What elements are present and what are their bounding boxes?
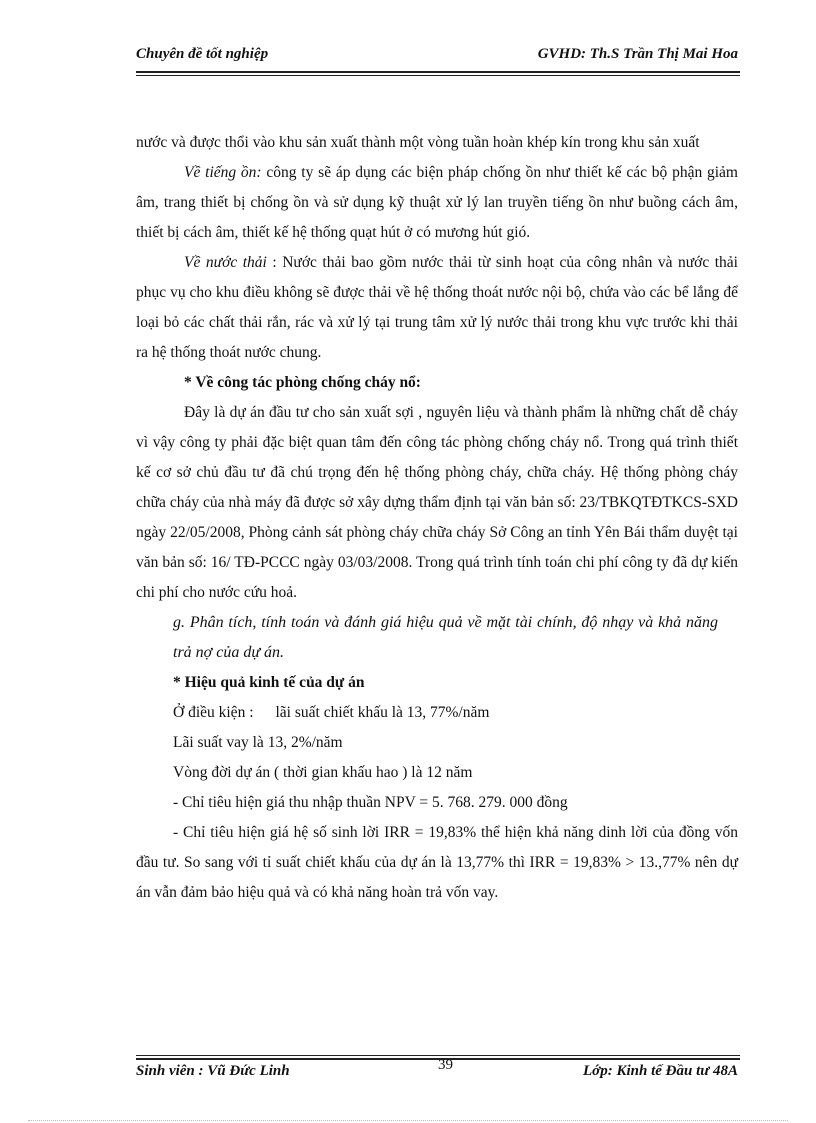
paragraph-air: nước và được thổi vào khu sản xuất thành một vòng tuần hoàn khép kín trong khu sản xuất [136,134,700,151]
header-right: GVHD: Th.S Trần Thị Mai Hoa [537,46,738,62]
header-left: Chuyên đề tốt nghiệp [136,46,269,62]
paragraph-wastewater [136,248,738,368]
page-content [136,128,738,908]
bottom-dotted-border [28,1120,788,1121]
irr-text: - Chỉ tiêu hiện giá hệ số sinh lời IRR = 19,83% thể hiện khả năng dinh lời của đồng vốn đầu tư. So sang với tỉ suất chiết khấu của dự án là 13,77% thì IRR = 19,83% > 13.,77% nên dự án vẫn đảm bảo hiệu quả và có khả năng hoàn trả vốn vay. [136,824,738,901]
condition-value: lãi suất chiết khấu là 13, 77%/năm [275,704,490,721]
footer-rule-thin [136,1055,740,1056]
header-rule [136,71,740,73]
irr-paragraph [136,818,738,908]
loan-rate-line: Lãi suất vay là 13, 2%/năm [173,734,343,751]
heading-fire-safety: * Về công tác phòng chống cháy nổ: [184,374,421,391]
footer-student: Sinh viên : Vũ Đức Linh [136,1063,290,1079]
noise-label: Về tiếng ồn: [184,164,262,181]
npv-line: - Chỉ tiêu hiện giá thu nhập thuần NPV = 5. 768. 279. 000 đồng [173,794,568,811]
noise-text: công ty sẽ áp dụng các biện pháp chống ồn như thiết kế các bộ phận giảm âm, trang thiết bị chống ồn và sử dụng kỹ thuật xử lý lan truyền tiếng ồn như buồng cách âm, thiết bị cách âm, thiết kế hệ thống quạt hút ở có mương hút gió. [136,164,738,241]
paragraph-fire-safety: Đây là dự án đầu tư cho sản xuất sợi , nguyên liệu và thành phẩm là những chất dễ cháy vì vậy công ty phải đặc biệt quan tâm đến công tác phòng chống cháy nổ. Trong quá trình thiết kế cơ sở chủ đầu tư đã chú trọng đến hệ thống phòng cháy, chữa cháy. Hệ thống phòng cháy chữa cháy của nhà máy đã được sở xây dựng thẩm định tại văn bản số: 23/TBKQTĐTKCS-SXD ngày 22/05/2008, Phòng cảnh sát phòng cháy chữa cháy Sở Công an tỉnh Yên Bái thẩm duyệt tại văn bản số: 16/ TĐ-PCCC ngày 03/03/2008. Trong quá trình tính toán chi phí công ty đã dự kiến chi phí cho nước cứu hoả. [136,404,738,601]
condition-label: Ở điều kiện : [173,704,254,721]
heading-economic-efficiency: * Hiệu quả kinh tế của dự án [173,674,365,691]
page-footer [136,1057,738,1084]
wastewater-text: : Nước thải bao gồm nước thải từ sinh hoạt của công nhân và nước thải phục vụ cho khu điều không sẽ được thải về hệ thống thoát nước nội bộ, chứa vào các bể lắng để loại bỏ các chất thải rắn, rác và xử lý tại trung tâm xử lý nước thải trong khu vực trước khi thải ra hệ thống thoát nước chung. [136,254,738,361]
paragraph-noise [136,158,738,248]
heading-financial-analysis: g. Phân tích, tính toán và đánh giá hiệu quả về mặt tài chính, độ nhạy và khả năng trả nợ của dự án. [173,614,718,661]
page-number: 39 [438,1057,453,1073]
condition-line [136,698,738,728]
page-header [136,46,738,70]
footer-class: Lớp: Kinh tế Đầu tư 48A [583,1063,738,1079]
wastewater-label: Về nước thải [184,254,267,271]
header-rule-thin [136,75,740,76]
project-life-line: Vòng đời dự án ( thời gian khấu hao ) là 12 năm [173,764,473,781]
